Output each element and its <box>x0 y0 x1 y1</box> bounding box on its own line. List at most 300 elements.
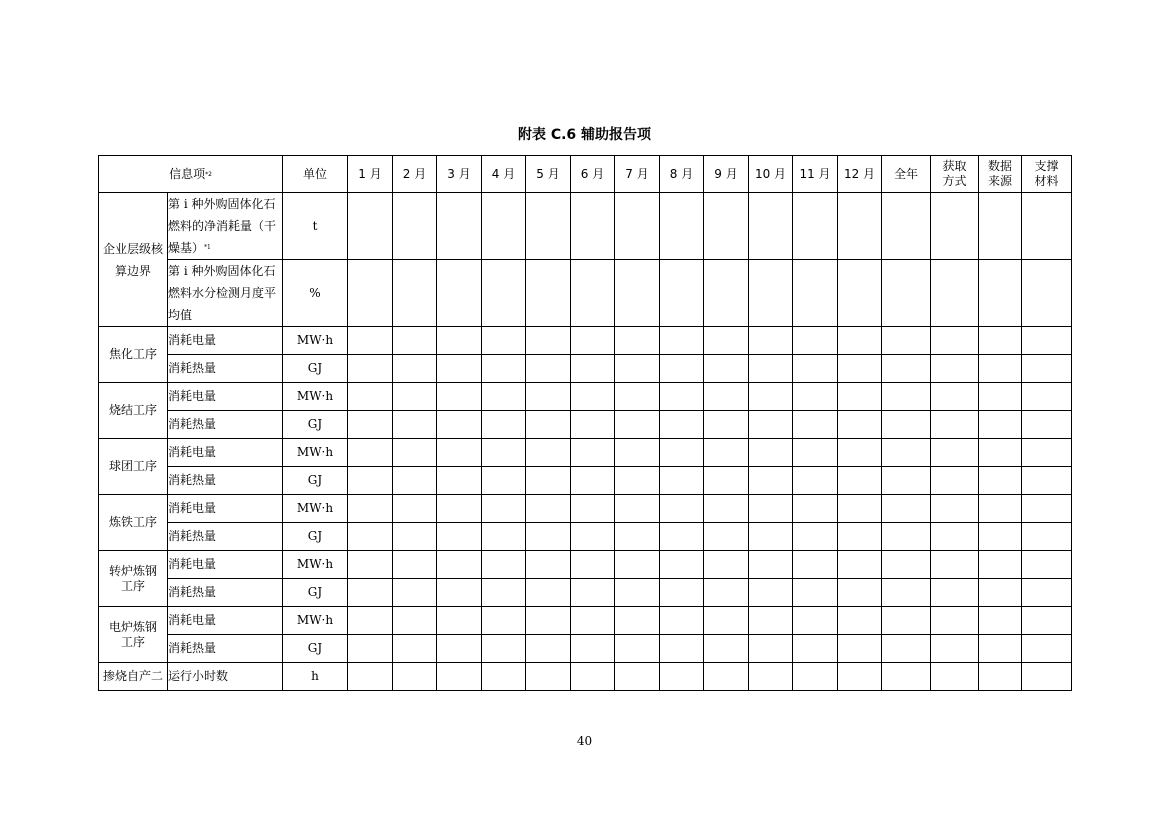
empty-cell <box>526 523 571 551</box>
empty-cell <box>793 495 838 523</box>
empty-cell <box>571 327 615 355</box>
empty-cell <box>838 327 882 355</box>
empty-cell <box>838 260 882 327</box>
empty-cell <box>749 635 793 663</box>
empty-cell <box>979 327 1022 355</box>
empty-cell <box>660 355 704 383</box>
empty-cell <box>749 355 793 383</box>
table-row <box>99 411 1072 439</box>
empty-cell <box>393 193 437 260</box>
empty-cell <box>482 193 526 260</box>
row-item-label: 消耗热量 <box>168 467 283 495</box>
process-name: 焦化工序 <box>99 327 168 383</box>
row-item-label: 消耗电量 <box>168 439 283 467</box>
empty-cell <box>348 467 393 495</box>
empty-cell <box>437 523 482 551</box>
empty-cell <box>615 579 660 607</box>
empty-cell <box>882 663 931 691</box>
empty-cell <box>979 579 1022 607</box>
empty-cell <box>615 411 660 439</box>
empty-cell <box>437 260 482 327</box>
page-number: 40 <box>576 734 593 748</box>
empty-cell <box>704 579 749 607</box>
empty-cell <box>749 327 793 355</box>
table-row <box>99 439 1072 467</box>
empty-cell <box>793 383 838 411</box>
empty-cell <box>882 551 931 579</box>
empty-cell <box>571 193 615 260</box>
empty-cell <box>704 635 749 663</box>
empty-cell <box>660 635 704 663</box>
empty-cell <box>838 495 882 523</box>
header-support: 支撑材料 <box>1022 156 1072 193</box>
empty-cell <box>704 495 749 523</box>
empty-cell <box>979 635 1022 663</box>
header-month: 4 月 <box>482 156 526 193</box>
empty-cell <box>660 523 704 551</box>
empty-cell <box>1022 411 1072 439</box>
empty-cell <box>660 327 704 355</box>
empty-cell <box>437 495 482 523</box>
row-item-label: 运行小时数 <box>168 663 283 691</box>
empty-cell <box>793 551 838 579</box>
empty-cell <box>393 383 437 411</box>
empty-cell <box>348 355 393 383</box>
empty-cell <box>749 663 793 691</box>
empty-cell <box>749 439 793 467</box>
empty-cell <box>704 551 749 579</box>
header-row <box>99 156 1072 193</box>
empty-cell <box>571 383 615 411</box>
empty-cell <box>526 579 571 607</box>
empty-cell <box>571 495 615 523</box>
empty-cell <box>793 193 838 260</box>
empty-cell <box>979 383 1022 411</box>
empty-cell <box>482 495 526 523</box>
empty-cell <box>437 411 482 439</box>
header-year: 全年 <box>882 156 931 193</box>
empty-cell <box>348 551 393 579</box>
empty-cell <box>838 607 882 635</box>
row-unit: GJ <box>283 355 348 383</box>
empty-cell <box>882 579 931 607</box>
empty-cell <box>704 383 749 411</box>
empty-cell <box>931 383 979 411</box>
empty-cell <box>838 383 882 411</box>
row-unit: MW·h <box>283 495 348 523</box>
row-unit: GJ <box>283 579 348 607</box>
row-item-label: 消耗电量 <box>168 607 283 635</box>
empty-cell <box>482 523 526 551</box>
empty-cell <box>793 260 838 327</box>
empty-cell <box>393 327 437 355</box>
empty-cell <box>1022 495 1072 523</box>
empty-cell <box>615 383 660 411</box>
empty-cell <box>348 663 393 691</box>
empty-cell <box>526 411 571 439</box>
empty-cell <box>660 495 704 523</box>
empty-cell <box>437 551 482 579</box>
table-row <box>99 523 1072 551</box>
row-unit: % <box>283 260 348 327</box>
empty-cell <box>437 635 482 663</box>
empty-cell <box>979 439 1022 467</box>
empty-cell <box>793 607 838 635</box>
empty-cell <box>882 495 931 523</box>
empty-cell <box>882 193 931 260</box>
boundary-group-label: 企业层级核算边界 <box>99 193 168 327</box>
empty-cell <box>526 355 571 383</box>
empty-cell <box>348 635 393 663</box>
empty-cell <box>749 383 793 411</box>
empty-cell <box>979 607 1022 635</box>
empty-cell <box>704 607 749 635</box>
empty-cell <box>749 411 793 439</box>
empty-cell <box>482 327 526 355</box>
empty-cell <box>393 607 437 635</box>
empty-cell <box>882 327 931 355</box>
row-item-label: 消耗热量 <box>168 579 283 607</box>
empty-cell <box>526 663 571 691</box>
empty-cell <box>838 663 882 691</box>
row-unit: GJ <box>283 467 348 495</box>
header-unit: 单位 <box>283 156 348 193</box>
header-source: 数据来源 <box>979 156 1022 193</box>
empty-cell <box>348 260 393 327</box>
empty-cell <box>393 439 437 467</box>
empty-cell <box>660 260 704 327</box>
last-row-group: 掺烧自产二 <box>99 663 168 691</box>
empty-cell <box>1022 439 1072 467</box>
empty-cell <box>882 635 931 663</box>
empty-cell <box>931 467 979 495</box>
empty-cell <box>660 193 704 260</box>
empty-cell <box>482 467 526 495</box>
auxiliary-report-table <box>98 155 1072 691</box>
empty-cell <box>660 579 704 607</box>
empty-cell <box>749 495 793 523</box>
empty-cell <box>793 439 838 467</box>
empty-cell <box>526 607 571 635</box>
empty-cell <box>793 579 838 607</box>
empty-cell <box>615 551 660 579</box>
header-month: 12 月 <box>838 156 882 193</box>
empty-cell <box>1022 260 1072 327</box>
table-row <box>99 355 1072 383</box>
row-unit: t <box>283 193 348 260</box>
empty-cell <box>931 607 979 635</box>
row-unit: GJ <box>283 411 348 439</box>
empty-cell <box>660 439 704 467</box>
header-month: 6 月 <box>571 156 615 193</box>
empty-cell <box>838 523 882 551</box>
table-row <box>99 635 1072 663</box>
row-item-label: 消耗热量 <box>168 635 283 663</box>
empty-cell <box>437 467 482 495</box>
header-month: 5 月 <box>526 156 571 193</box>
header-month: 3 月 <box>437 156 482 193</box>
empty-cell <box>348 579 393 607</box>
row-item-label: 消耗电量 <box>168 383 283 411</box>
empty-cell <box>704 523 749 551</box>
empty-cell <box>526 635 571 663</box>
empty-cell <box>482 635 526 663</box>
empty-cell <box>660 411 704 439</box>
empty-cell <box>526 495 571 523</box>
empty-cell <box>482 411 526 439</box>
empty-cell <box>1022 663 1072 691</box>
empty-cell <box>704 327 749 355</box>
empty-cell <box>348 411 393 439</box>
empty-cell <box>615 260 660 327</box>
empty-cell <box>1022 523 1072 551</box>
empty-cell <box>393 260 437 327</box>
empty-cell <box>882 439 931 467</box>
empty-cell <box>615 193 660 260</box>
empty-cell <box>882 607 931 635</box>
empty-cell <box>979 523 1022 551</box>
empty-cell <box>482 551 526 579</box>
empty-cell <box>704 439 749 467</box>
empty-cell <box>931 439 979 467</box>
empty-cell <box>931 635 979 663</box>
row-unit: MW·h <box>283 439 348 467</box>
empty-cell <box>526 193 571 260</box>
row-unit: MW·h <box>283 327 348 355</box>
empty-cell <box>704 355 749 383</box>
empty-cell <box>526 383 571 411</box>
empty-cell <box>482 355 526 383</box>
header-month: 8 月 <box>660 156 704 193</box>
empty-cell <box>571 411 615 439</box>
empty-cell <box>348 193 393 260</box>
empty-cell <box>838 579 882 607</box>
process-name: 球团工序 <box>99 439 168 495</box>
empty-cell <box>437 439 482 467</box>
empty-cell <box>571 523 615 551</box>
empty-cell <box>526 439 571 467</box>
empty-cell <box>704 467 749 495</box>
header-month: 7 月 <box>615 156 660 193</box>
process-name: 烧结工序 <box>99 383 168 439</box>
empty-cell <box>749 260 793 327</box>
empty-cell <box>437 355 482 383</box>
empty-cell <box>931 327 979 355</box>
row-unit: MW·h <box>283 383 348 411</box>
row-item-label: 第 i 种外购固体化石燃料的净消耗量（干燥基）$^{*1}$ <box>168 193 283 260</box>
empty-cell <box>571 355 615 383</box>
table-row <box>99 193 1072 260</box>
empty-cell <box>615 439 660 467</box>
empty-cell <box>660 383 704 411</box>
empty-cell <box>749 523 793 551</box>
empty-cell <box>1022 551 1072 579</box>
empty-cell <box>615 635 660 663</box>
empty-cell <box>979 355 1022 383</box>
empty-cell <box>393 355 437 383</box>
empty-cell <box>482 663 526 691</box>
empty-cell <box>749 551 793 579</box>
empty-cell <box>348 439 393 467</box>
empty-cell <box>838 439 882 467</box>
header-month: 2 月 <box>393 156 437 193</box>
empty-cell <box>571 579 615 607</box>
table-row <box>99 663 1072 691</box>
empty-cell <box>793 327 838 355</box>
empty-cell <box>704 260 749 327</box>
row-item-label: 消耗热量 <box>168 411 283 439</box>
empty-cell <box>882 383 931 411</box>
empty-cell <box>482 607 526 635</box>
empty-cell <box>571 467 615 495</box>
empty-cell <box>931 260 979 327</box>
empty-cell <box>793 663 838 691</box>
empty-cell <box>931 495 979 523</box>
empty-cell <box>348 607 393 635</box>
empty-cell <box>749 467 793 495</box>
empty-cell <box>749 579 793 607</box>
header-month: 11 月 <box>793 156 838 193</box>
empty-cell <box>571 260 615 327</box>
empty-cell <box>838 551 882 579</box>
empty-cell <box>979 193 1022 260</box>
row-unit: MW·h <box>283 551 348 579</box>
empty-cell <box>615 663 660 691</box>
empty-cell <box>931 663 979 691</box>
empty-cell <box>793 411 838 439</box>
empty-cell <box>882 523 931 551</box>
empty-cell <box>571 663 615 691</box>
empty-cell <box>526 467 571 495</box>
empty-cell <box>660 607 704 635</box>
header-method: 获取方式 <box>931 156 979 193</box>
row-unit: MW·h <box>283 607 348 635</box>
table-row <box>99 495 1072 523</box>
empty-cell <box>393 523 437 551</box>
table-title: 附表 C.6 辅助报告项 <box>517 127 652 143</box>
empty-cell <box>393 663 437 691</box>
table-row <box>99 467 1072 495</box>
empty-cell <box>482 579 526 607</box>
empty-cell <box>393 495 437 523</box>
empty-cell <box>393 579 437 607</box>
empty-cell <box>571 439 615 467</box>
empty-cell <box>348 383 393 411</box>
empty-cell <box>931 411 979 439</box>
empty-cell <box>615 523 660 551</box>
empty-cell <box>882 260 931 327</box>
empty-cell <box>571 551 615 579</box>
empty-cell <box>437 579 482 607</box>
empty-cell <box>749 193 793 260</box>
empty-cell <box>838 355 882 383</box>
empty-cell <box>1022 383 1072 411</box>
empty-cell <box>393 411 437 439</box>
empty-cell <box>931 523 979 551</box>
empty-cell <box>526 260 571 327</box>
table-row <box>99 383 1072 411</box>
empty-cell <box>571 607 615 635</box>
empty-cell <box>437 663 482 691</box>
empty-cell <box>482 383 526 411</box>
empty-cell <box>882 411 931 439</box>
empty-cell <box>615 355 660 383</box>
row-item-label: 消耗热量 <box>168 355 283 383</box>
table-row <box>99 607 1072 635</box>
empty-cell <box>882 467 931 495</box>
empty-cell <box>979 260 1022 327</box>
empty-cell <box>615 607 660 635</box>
empty-cell <box>615 467 660 495</box>
table-row <box>99 551 1072 579</box>
empty-cell <box>979 551 1022 579</box>
empty-cell <box>393 551 437 579</box>
row-unit: GJ <box>283 635 348 663</box>
empty-cell <box>571 635 615 663</box>
empty-cell <box>979 411 1022 439</box>
table-row <box>99 579 1072 607</box>
empty-cell <box>931 193 979 260</box>
row-item-label: 消耗电量 <box>168 551 283 579</box>
process-name: 转炉炼钢工序 <box>99 551 168 607</box>
header-info-item: 信息项$^{*2}$ <box>99 156 283 193</box>
empty-cell <box>793 467 838 495</box>
empty-cell <box>437 193 482 260</box>
row-item-label: 第 i 种外购固体化石燃料水分检测月度平均值 <box>168 260 283 327</box>
empty-cell <box>979 467 1022 495</box>
empty-cell <box>615 327 660 355</box>
empty-cell <box>931 355 979 383</box>
empty-cell <box>348 495 393 523</box>
empty-cell <box>482 260 526 327</box>
empty-cell <box>393 635 437 663</box>
row-unit: GJ <box>283 523 348 551</box>
empty-cell <box>437 327 482 355</box>
empty-cell <box>1022 607 1072 635</box>
empty-cell <box>1022 635 1072 663</box>
row-item-label: 消耗电量 <box>168 327 283 355</box>
empty-cell <box>793 635 838 663</box>
row-item-label: 消耗热量 <box>168 523 283 551</box>
empty-cell <box>838 635 882 663</box>
header-month: 10 月 <box>749 156 793 193</box>
empty-cell <box>660 663 704 691</box>
empty-cell <box>704 193 749 260</box>
empty-cell <box>1022 327 1072 355</box>
empty-cell <box>482 439 526 467</box>
row-item-label: 消耗电量 <box>168 495 283 523</box>
empty-cell <box>437 607 482 635</box>
empty-cell <box>660 551 704 579</box>
empty-cell <box>1022 579 1072 607</box>
empty-cell <box>979 495 1022 523</box>
process-name: 电炉炼钢工序 <box>99 607 168 663</box>
empty-cell <box>931 551 979 579</box>
empty-cell <box>838 467 882 495</box>
empty-cell <box>882 355 931 383</box>
empty-cell <box>979 663 1022 691</box>
empty-cell <box>526 551 571 579</box>
empty-cell <box>1022 193 1072 260</box>
empty-cell <box>838 193 882 260</box>
table-row <box>99 327 1072 355</box>
header-month: 1 月 <box>348 156 393 193</box>
empty-cell <box>1022 355 1072 383</box>
row-unit: h <box>283 663 348 691</box>
empty-cell <box>437 383 482 411</box>
empty-cell <box>704 411 749 439</box>
empty-cell <box>838 411 882 439</box>
